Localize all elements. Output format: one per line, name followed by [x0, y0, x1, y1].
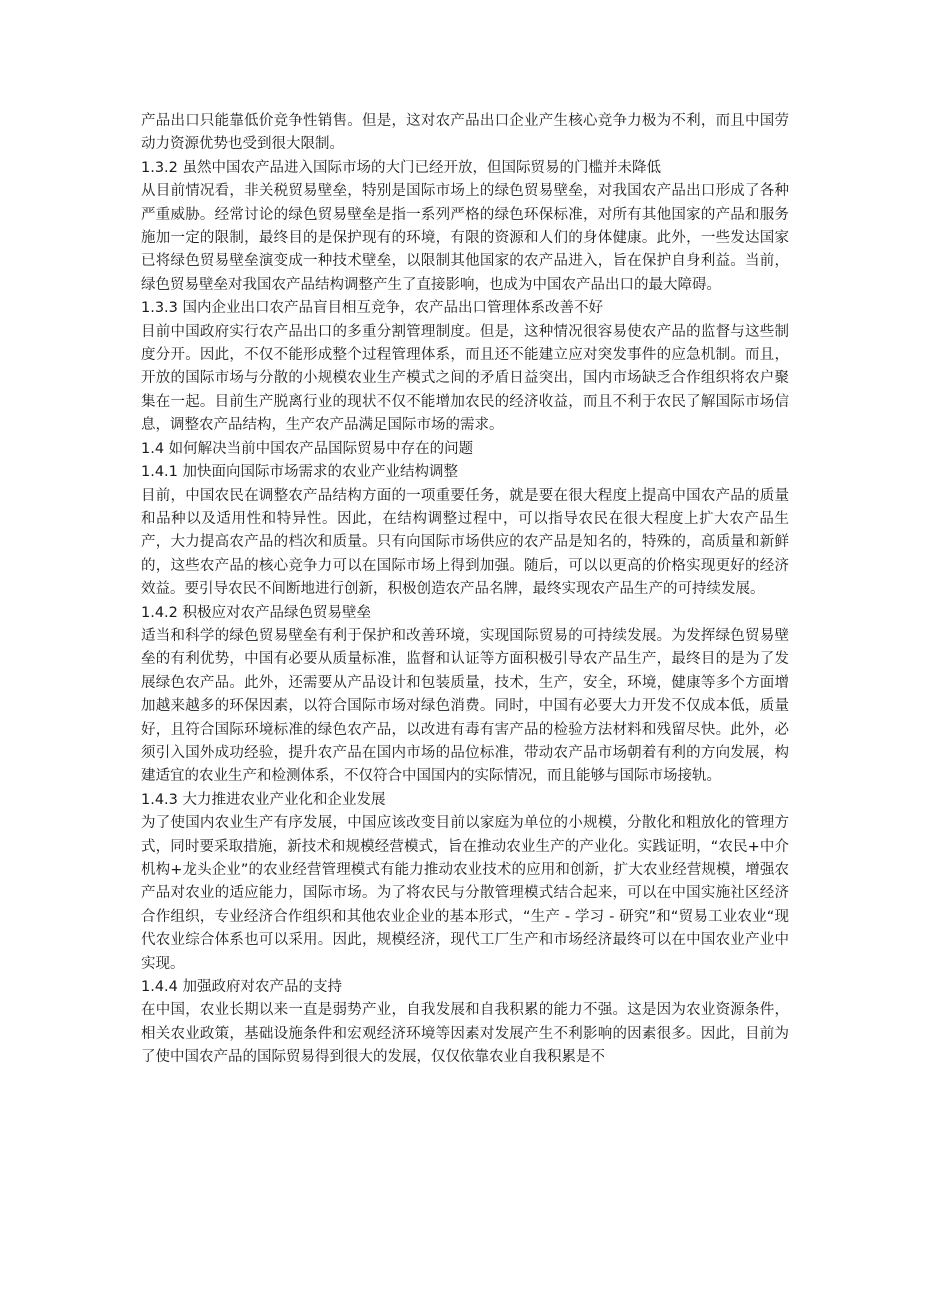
- paragraph-export-management-system: 目前中国政府实行农产品出口的多重分割管理制度。但是，这种情况很容易使农产品的监督与这些制度分开。因此，不仅不能形成整个过程管理体系，而且还不能建立应对突发事件的应急机制。而且，开放的国际市场与分散的小规模农业生产模式之间的矛盾日益突出，国内市场缺乏合作组织将农户聚集在一起。目前生产脱离行业的现状不仅不能增加农民的经济收益，而且不利于农民了解国际市场信息，调整农产品结构，生产农产品满足国际市场的需求。: [141, 323, 789, 434]
- heading-1-3-3: 1.3.3 国内企业出口农产品盲目相互竞争，农产品出口管理体系改善不好: [141, 300, 604, 317]
- paragraph-government-support: 在中国，农业长期以来一直是弱势产业，自我发展和自我积累的能力不强。这是因为农业资源条件，相关农业政策，基础设施条件和宏观经济环境等因素对发展产生不利影响的因素很多。因此，目前为了使中国农产品的国际贸易得到很大的发展，仅仅依靠农业自我积累是不: [141, 1002, 789, 1066]
- paragraph-industrialization: 为了使国内农业生产有序发展，中国应该改变目前以家庭为单位的小规模，分散化和粗放化的管理方式，同时要采取措施，新技术和规模经营模式，旨在推动农业生产的产业化。实践证明，“农民+中介机构+龙头企业”的农业经营管理模式有能力推动农业技术的应用和创新，扩大农业经营规模，增强农产品对农业的适应能力，国际市场。为了将农民与分散管理模式结合起来，可以在中国实施社区经济合作组织，专业经济合作组织和其他农业企业的基本形式，“生产 - 学习 - 研究”和“贸易工业农业“现代农业综合体系也可以采用。因此，规模经济，现代工厂生产和市场经济最终可以在中国农业产业中实现。: [141, 815, 789, 972]
- heading-1-4-3: 1.4.3 大力推进农业产业化和企业发展: [141, 791, 386, 808]
- heading-1-3-2: 1.3.2 虽然中国农产品进入国际市场的大门已经开放，但国际贸易的门槛并未降低: [141, 159, 662, 176]
- heading-1-4: 1.4 如何解决当前中国农产品国际贸易中存在的问题: [141, 440, 474, 457]
- paragraph-industry-structure: 目前，中国农民在调整农产品结构方面的一项重要任务，就是要在很大程度上提高中国农产品的质量和品种以及适用性和特异性。因此，在结构调整过程中，可以指导农民在很大程度上扩大农产品生产，大力提高农产品的档次和质量。只有向国际市场供应的农产品是知名的，特殊的，高质量和新鲜的，这些农产品的核心竞争力可以在国际市场上得到加强。随后，可以以更高的价格实现更好的经济效益。要引导农民不间断地进行创新，积极创造农产品名牌，最终实现农产品生产的可持续发展。: [141, 487, 789, 598]
- heading-1-4-4: 1.4.4 加强政府对农产品的支持: [141, 979, 343, 996]
- paragraph-export-price-competition: 产品出口只能靠低价竞争性销售。但是，这对农产品出口企业产生核心竞争力极为不利，而且中国劳动力资源优势也受到很大限制。: [141, 113, 789, 153]
- paragraph-respond-green-barriers: 适当和科学的绿色贸易壁垒有利于保护和改善环境，实现国际贸易的可持续发展。为发挥绿色贸易壁垒的有利优势，中国有必要从质量标准，监督和认证等方面积极引导农产品生产，最终目的是为了发展绿色农产品。此外，还需要从产品设计和包装质量，技术，生产，安全，环境，健康等多个方面增加越来越多的环保因素，以符合国际市场对绿色消费。同时，中国有必要大力开发不仅成本低，质量好，且符合国际环境标准的绿色农产品，以改进有毒有害产品的检验方法材料和残留尽快。此外，必须引入国外成功经验，提升农产品在国内市场的品位标准，带动农产品市场朝着有利的方向发展，构建适宜的农业生产和检测体系，不仅符合中国国内的实际情况，而且能够与国际市场接轨。: [141, 627, 789, 785]
- heading-1-4-2: 1.4.2 积极应对农产品绿色贸易壁垒: [141, 604, 372, 621]
- heading-1-4-1: 1.4.1 加快面向国际市场需求的农业产业结构调整: [141, 464, 459, 481]
- document-body: [141, 110, 789, 1070]
- paragraph-green-trade-barriers: 从目前情况看，非关税贸易壁垒，特别是国际市场上的绿色贸易壁垒，对我国农产品出口形成了各种严重威胁。经常讨论的绿色贸易壁垒是指一系列严格的绿色环保标准，对所有其他国家的产品和服务施加一定的限制，最终目的是保护现有的环境，有限的资源和人们的身体健康。此外，一些发达国家已将绿色贸易壁垒演变成一种技术壁垒，以限制其他国家的农产品进入，旨在保护自身利益。当前，绿色贸易壁垒对我国农产品结构调整产生了直接影响，也成为中国农产品出口的最大障碍。: [141, 183, 789, 293]
